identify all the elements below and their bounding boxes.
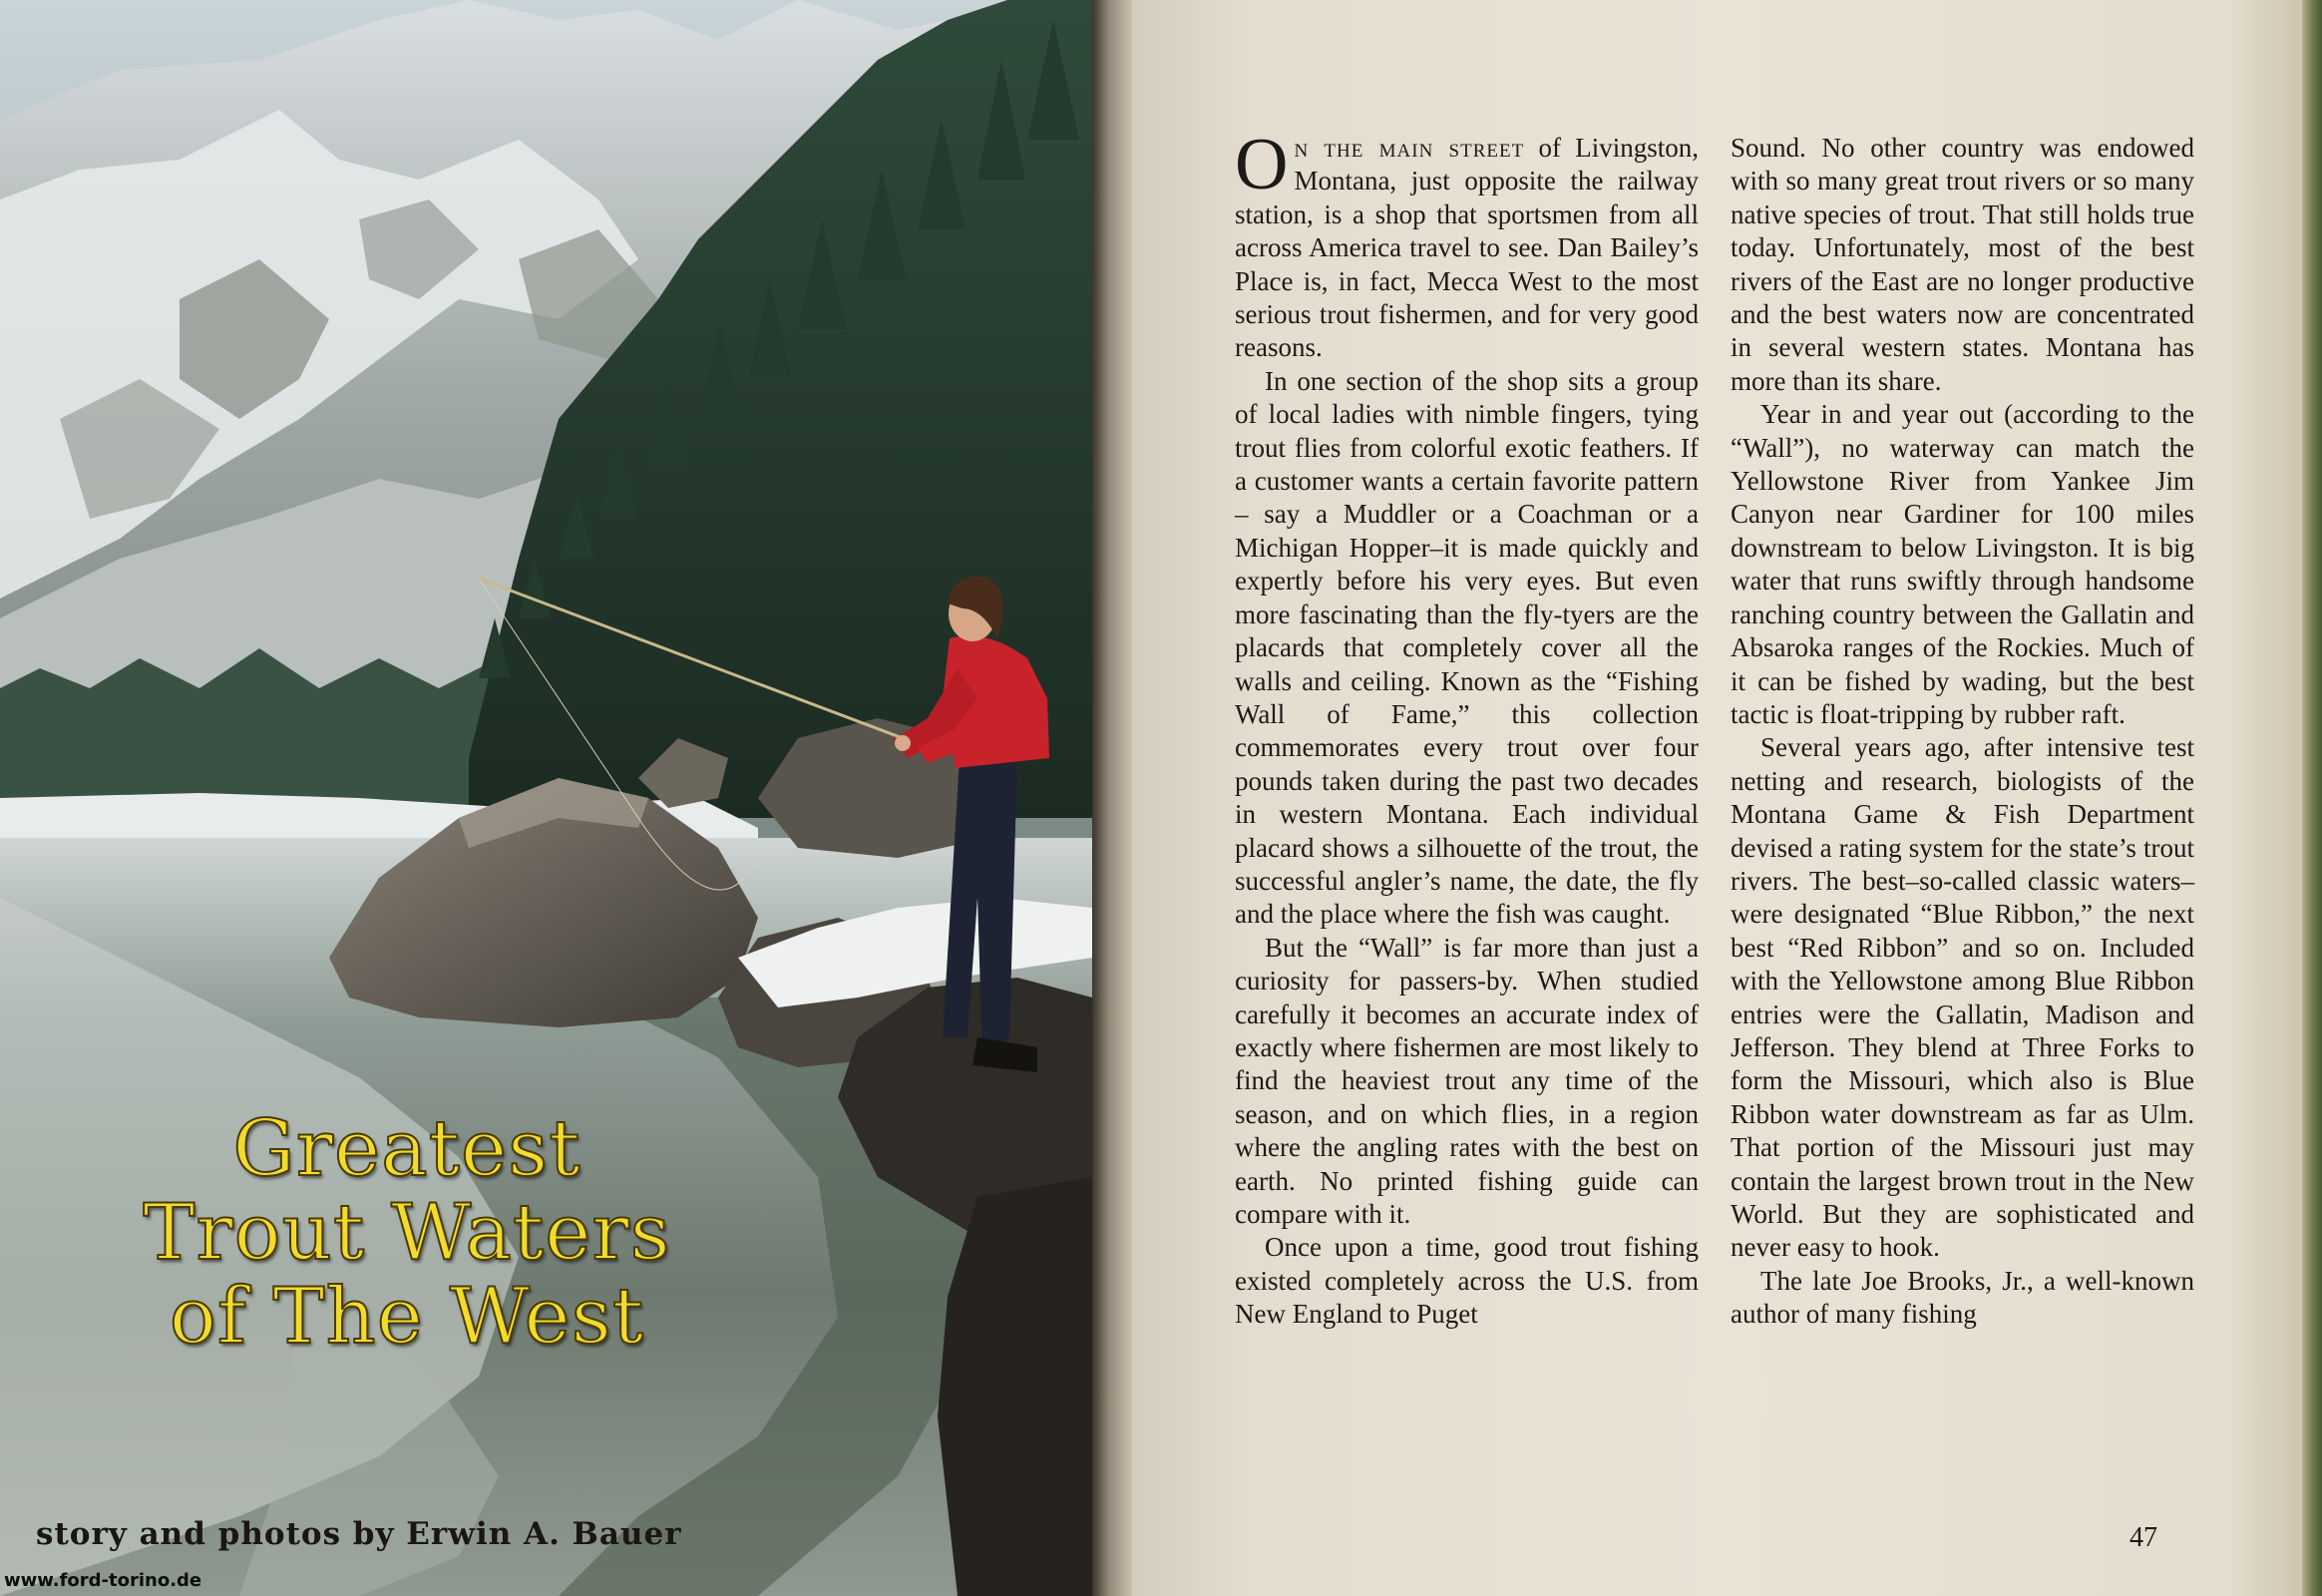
paragraph: Sound. No other country was endowed with so many great trout rivers or so many native species of trout. That still holds true today. Unfortunately, most of the best rivers of the East are no longer productive and the best waters now are concentrated in several western states. Montana has more than its share. — [1731, 133, 2194, 396]
paragraph: The late Joe Brooks, Jr., a well-known author of many fishing — [1731, 1265, 2194, 1330]
paragraph: Year in and year out (according to the “Wall”), no waterway can match the Yellowstone River from Yankee Jim Canyon near Gardiner for 100 miles downstream to below Livingston. It is big water that runs swiftly through handsome ranching country between the Gallatin and Absaroka ranges of the Rockies. Much of it can be fished by wading, but the best tactic is float-tripping by rubber raft. — [1731, 399, 2194, 729]
paragraph: But the “Wall” is far more than just a curiosity for passers-by. When studied carefully it becomes an accurate index of exactly where fishermen are most likely to find the heaviest trout any time of the season, and on which flies, in a region where the angling rates with the best on earth. No printed fishing guide can compare with it. — [1235, 932, 1699, 1229]
opening-small-caps: n the main street — [1294, 133, 1525, 163]
drop-cap: O — [1235, 124, 1289, 205]
watermark-url: www.ford-torino.de — [4, 1570, 202, 1591]
paragraph: Several years ago, after intensive test netting and research, biologists of the Montana Game & Fish Department devised a rating system for the state’s trout rivers. The best–so-called classic waters–were designated “Blue Ribbon,” the next best “Red Ribbon” and so on. Included with the Yellowstone among Blue Ribbon entries were the Gallatin, Madison and Jefferson. They blend at Three Forks to form the Missouri, which also is Blue Ribbon water downstream as far as Ulm. That portion of the Missouri just may contain the largest brown trout in the New World. But they are sophisticated and never easy to hook. — [1731, 732, 2194, 1263]
opening-paragraph — [1235, 124, 1700, 365]
left-page — [0, 0, 1092, 1596]
byline: story and photos by Erwin A. Bauer — [36, 1516, 682, 1552]
paragraph: Once upon a time, good trout fishing existed completely across the U.S. from New England to Puget — [1235, 1232, 1699, 1330]
headline-line-3: of The West — [169, 1272, 645, 1362]
text-column-2 — [1731, 132, 2194, 1332]
article-headline — [128, 1104, 686, 1362]
page-edge — [2302, 0, 2322, 1596]
paragraph: In one section of the shop sits a group of local ladies with nimble fingers, tying trout flies from colorful exotic feathers. If a customer wants a certain favorite pattern – say a Muddler or a Coachman or a Michigan Hopper–it is made quickly and expertly before his very eyes. But even more fascinating than the fly-tyers are the placards that completely cover all the walls and ceiling. Known as the “Fishing Wall of Fame,” this collection commemorates every trout over four pounds taken during the past two decades in western Montana. Each individual placard shows a silhouette of the trout, the successful angler’s name, the date, the fly and the place where the fish was caught. — [1235, 365, 1699, 930]
page-number: 47 — [2129, 1522, 2157, 1553]
headline-line-2: Trout Waters — [143, 1188, 671, 1278]
text-column-1 — [1235, 124, 1700, 1332]
opening-text: of Livingston, Montana, just opposite the railway station, is a shop that sportsmen from all across America travel to see. Dan Bailey’s Place is, in fact, Mecca West to the most serious trout fishermen, and for very good reasons. — [1235, 133, 1700, 363]
headline-line-1: Greatest — [232, 1104, 581, 1194]
right-page — [1132, 0, 2322, 1596]
book-gutter — [1092, 0, 1132, 1596]
